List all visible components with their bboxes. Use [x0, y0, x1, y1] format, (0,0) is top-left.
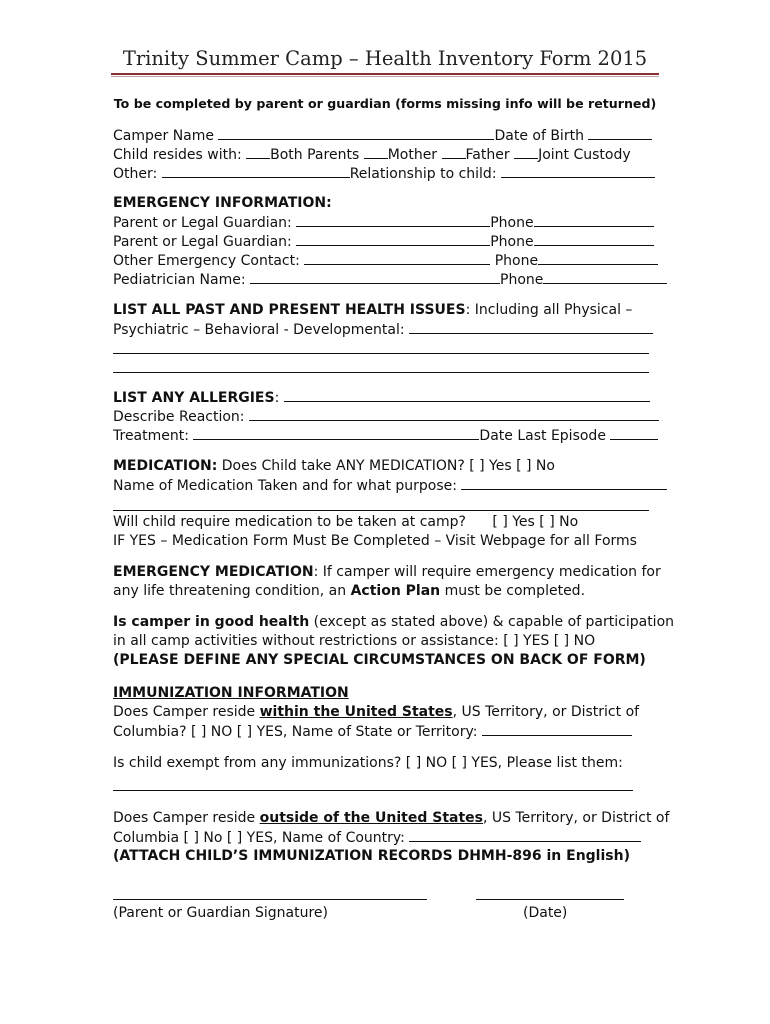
country-label[interactable]: Columbia [ ] No [ ] YES, Name of Country:: [113, 830, 405, 846]
state-territory-field[interactable]: [482, 722, 632, 736]
pediatrician-label: Pediatrician Name:: [113, 272, 246, 288]
emergency-med-row2: [113, 582, 585, 600]
other-contact-row: [113, 251, 658, 269]
health-issues-row2: [113, 320, 653, 338]
emergency-heading: EMERGENCY INFORMATION:: [113, 195, 332, 211]
medication-name-row: [113, 476, 667, 494]
guardian2-field[interactable]: [296, 232, 490, 246]
guardian1-row: [113, 213, 654, 231]
joint-custody-label: Joint Custody: [538, 147, 631, 163]
medication-row: [113, 457, 555, 475]
health-issues-line[interactable]: [113, 372, 649, 373]
allergies-field[interactable]: [284, 388, 650, 402]
immunization-heading: IMMUNIZATION INFORMATION: [113, 685, 349, 701]
pediatrician-field[interactable]: [250, 270, 500, 284]
within-us-row: [113, 703, 639, 721]
guardian2-row: [113, 232, 654, 250]
treatment-row: [113, 426, 658, 444]
medication-line[interactable]: [113, 510, 649, 511]
dob-label: Date of Birth: [494, 128, 584, 144]
health-issues-row: [113, 301, 632, 319]
health-issues-text2: Psychiatric – Behavioral - Developmental:: [113, 322, 405, 338]
health-issues-heading: LIST ALL PAST AND PRESENT HEALTH ISSUES: [113, 302, 466, 318]
medication-name-label: Name of Medication Taken and for what purpose:: [113, 478, 457, 494]
within-us-emphasis: within the United States: [259, 704, 453, 720]
father-check[interactable]: [442, 145, 466, 159]
within-us-row2: [113, 722, 632, 740]
last-episode-label: Date Last Episode: [479, 428, 606, 444]
emergency-med-text2: any life threatening condition, an: [113, 583, 351, 599]
signature-label: (Parent or Guardian Signature): [113, 905, 328, 921]
last-episode-field[interactable]: [610, 426, 658, 440]
special-circumstances-note: (PLEASE DEFINE ANY SPECIAL CIRCUMSTANCES ON BACK OF FORM): [113, 652, 646, 668]
both-parents-label: Both Parents: [270, 147, 360, 163]
both-parents-check[interactable]: [246, 145, 270, 159]
date-label: (Date): [523, 905, 568, 921]
medication-name-field[interactable]: [461, 476, 667, 490]
father-label: Father: [465, 147, 510, 163]
other-contact-label: Other Emergency Contact:: [113, 253, 300, 269]
outside-us-text: Does Camper reside: [113, 810, 260, 826]
emergency-med-text: : If camper will require emergency medication for: [313, 564, 661, 580]
allergies-row: [113, 388, 650, 406]
other-label: Other:: [113, 166, 158, 182]
reaction-field[interactable]: [249, 407, 659, 421]
phone-label: Phone: [490, 215, 534, 231]
within-us-text: Does Camper reside: [113, 704, 260, 720]
camper-name-field[interactable]: [218, 126, 494, 140]
other-field[interactable]: [162, 164, 350, 178]
outside-us-emphasis: outside of the United States: [259, 810, 483, 826]
good-health-heading: Is camper in good health: [113, 614, 310, 630]
other-row: [113, 164, 655, 182]
emergency-med-text3: must be completed.: [440, 583, 586, 599]
emergency-med-heading: EMERGENCY MEDICATION: [113, 564, 314, 580]
emergency-med-row: [113, 563, 661, 581]
form-title: Trinity Summer Camp – Health Inventory Form 2015: [122, 47, 648, 70]
title-rule-shadow: [111, 76, 659, 77]
camper-name-row: [113, 126, 652, 144]
pediatrician-row: [113, 270, 667, 288]
other-contact-phone-field[interactable]: [538, 251, 658, 265]
medication-ifyes: IF YES – Medication Form Must Be Completed – Visit Webpage for all Forms: [113, 533, 637, 549]
resides-row: [113, 145, 631, 163]
guardian1-phone-field[interactable]: [534, 213, 654, 227]
form-instructions: To be completed by parent or guardian (forms missing info will be returned): [113, 96, 657, 111]
reaction-label: Describe Reaction:: [113, 409, 245, 425]
camper-name-label: Camper Name: [113, 128, 215, 144]
date-line[interactable]: [476, 899, 624, 900]
title-rule: [111, 73, 659, 75]
medication-camp-question: Will child require medication to be taken at camp?: [113, 514, 466, 530]
health-issues-line[interactable]: [113, 353, 649, 354]
signature-line[interactable]: [113, 899, 427, 900]
relationship-label: Relationship to child:: [349, 166, 497, 182]
relationship-field[interactable]: [501, 164, 655, 178]
phone-label: Phone: [490, 234, 534, 250]
medication-camp-row: [113, 513, 578, 531]
medication-heading: MEDICATION:: [113, 458, 218, 474]
good-health-row2[interactable]: in all camp activities without restrictions or assistance: [ ] YES [ ] NO: [113, 633, 596, 649]
state-territory-label[interactable]: Columbia? [ ] NO [ ] YES, Name of State or Territory:: [113, 724, 478, 740]
mother-check[interactable]: [364, 145, 388, 159]
health-issues-text: : Including all Physical –: [465, 302, 633, 318]
other-contact-field[interactable]: [304, 251, 490, 265]
medication-question[interactable]: Does Child take ANY MEDICATION? [ ] Yes [ ] No: [221, 458, 555, 474]
country-field[interactable]: [409, 828, 641, 842]
dob-field[interactable]: [588, 126, 652, 140]
allergies-colon: :: [274, 390, 280, 406]
action-plan-text: Action Plan: [350, 583, 441, 599]
treatment-field[interactable]: [193, 426, 479, 440]
guardian1-label: Parent or Legal Guardian:: [113, 215, 292, 231]
phone-label: Phone: [500, 272, 544, 288]
exempt-row[interactable]: Is child exempt from any immunizations? [ ] NO [ ] YES, Please list them:: [113, 755, 623, 771]
attach-records-note: (ATTACH CHILD’S IMMUNIZATION RECORDS DHMH-896 in English): [113, 848, 630, 864]
reaction-row: [113, 407, 659, 425]
medication-camp-options[interactable]: [ ] Yes [ ] No: [492, 514, 579, 530]
pediatrician-phone-field[interactable]: [543, 270, 667, 284]
joint-custody-check[interactable]: [514, 145, 538, 159]
good-health-text: (except as stated above) & capable of participation: [309, 614, 675, 630]
good-health-row: [113, 613, 674, 631]
phone-label: Phone: [494, 253, 539, 269]
outside-us-row: [113, 809, 669, 827]
guardian1-field[interactable]: [296, 213, 490, 227]
guardian2-label: Parent or Legal Guardian:: [113, 234, 292, 250]
resides-label: Child resides with:: [113, 147, 242, 163]
mother-label: Mother: [387, 147, 438, 163]
treatment-label: Treatment:: [113, 428, 189, 444]
outside-us-text2: , US Territory, or District of: [482, 810, 670, 826]
guardian2-phone-field[interactable]: [534, 232, 654, 246]
allergies-heading: LIST ANY ALLERGIES: [113, 390, 275, 406]
exempt-line[interactable]: [113, 790, 633, 791]
health-issues-field[interactable]: [409, 320, 653, 334]
outside-us-row2: [113, 828, 641, 846]
within-us-text2: , US Territory, or District of: [452, 704, 640, 720]
